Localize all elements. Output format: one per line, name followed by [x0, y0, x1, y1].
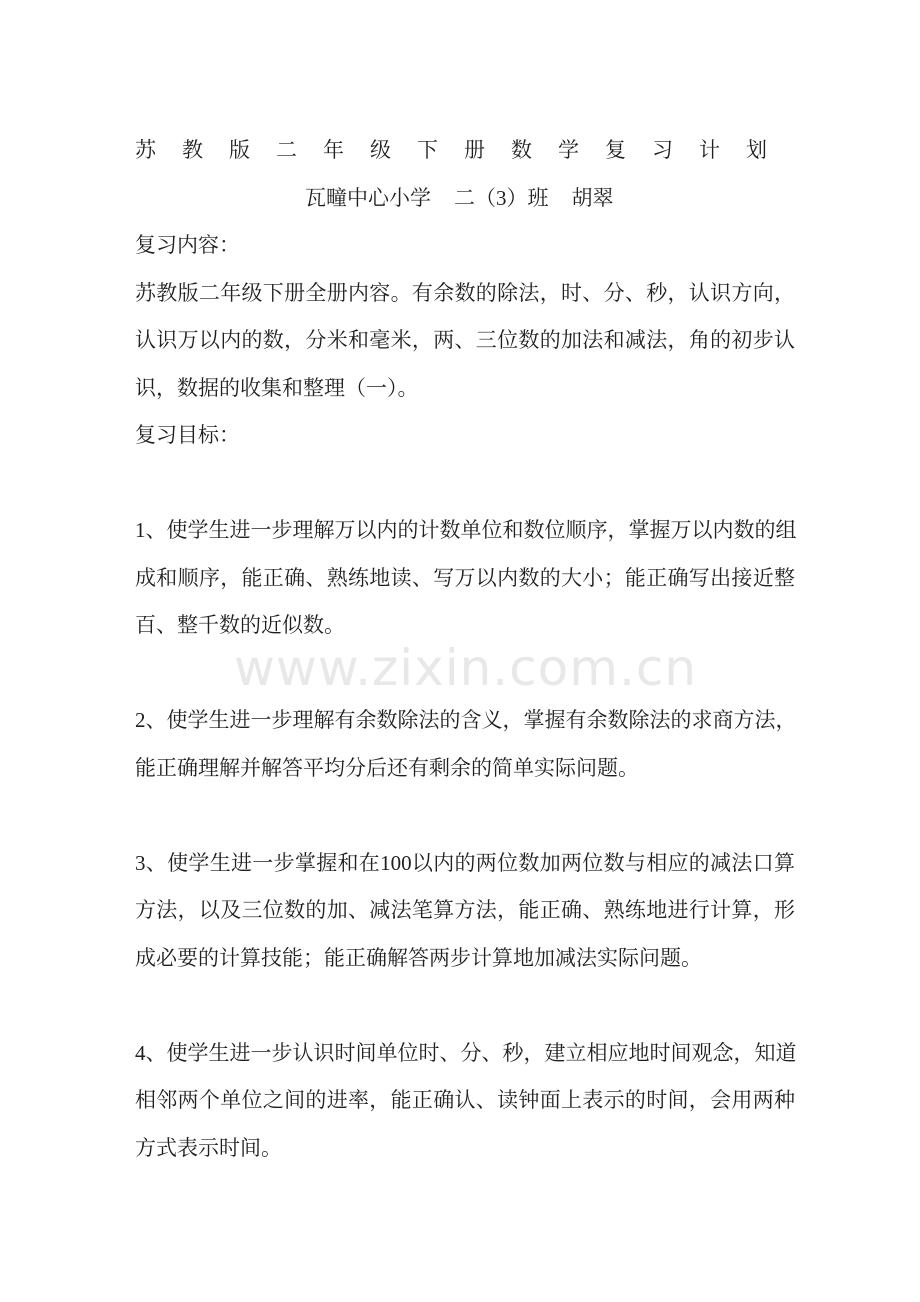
review-content-heading: 复习内容： — [135, 233, 240, 257]
byline-spacer — [431, 175, 454, 223]
byline-class: 二（3）班 — [454, 185, 549, 210]
text-line: 识，数据的收集和整理（一）。 — [135, 375, 419, 400]
text-line: 成和顺序，能正确、熟练地读、写万以内数的大小；能正确写出接近整 — [135, 565, 795, 590]
text-line: 百、整千数的近似数。 — [135, 613, 345, 637]
text-line: 成必要的计算技能；能正确解答两步计算地加减法实际问题。 — [135, 945, 702, 970]
review-goals-heading: 复习目标： — [135, 423, 240, 447]
goal-item-3 — [135, 840, 795, 983]
text-line: 方式表示时间。 — [135, 1135, 282, 1160]
goal-item-2 — [135, 697, 795, 792]
text-line: 相邻两个单位之间的进率，能正确认、读钟面上表示的时间，会用两种 — [135, 1088, 795, 1112]
goal-item-1 — [135, 507, 795, 650]
text-line: 苏教版二年级下册全册内容。有余数的除法，时、分、秒，认识方向， — [135, 280, 795, 305]
goal-item-4 — [135, 1030, 795, 1173]
document-byline — [305, 175, 795, 223]
text-line: 1、使学生进一步理解万以内的计数单位和数位顺序，掌握万以内数的组 — [135, 518, 797, 542]
byline-school: 瓦疃中心小学 — [305, 185, 431, 210]
text-line: 3、使学生进一步掌握和在100以内的两位数加两位数与相应的减法口算 — [135, 850, 795, 875]
byline-teacher: 胡翠 — [571, 185, 614, 210]
review-content-paragraph — [135, 270, 795, 413]
text-line: 认识万以内的数，分米和毫米，两、三位数的加法和减法，角的初步认 — [135, 328, 795, 352]
document-content — [135, 127, 795, 1172]
byline-spacer — [549, 175, 572, 223]
document-title: 苏教版二年级下册数学复习计划 — [135, 138, 793, 162]
text-line: 2、使学生进一步理解有余数除法的含义，掌握有余数除法的求商方法， — [135, 708, 797, 732]
watermark-text: www.zixin.com.cn — [234, 639, 698, 697]
text-line: 方法，以及三位数的加、减法笔算方法，能正确、熟练地进行计算，形 — [135, 898, 795, 922]
text-line: 4、使学生进一步认识时间单位时、分、秒，建立相应地时间观念，知道 — [135, 1040, 797, 1065]
text-line: 能正确理解并解答平均分后还有剩余的简单实际问题。 — [135, 755, 639, 780]
